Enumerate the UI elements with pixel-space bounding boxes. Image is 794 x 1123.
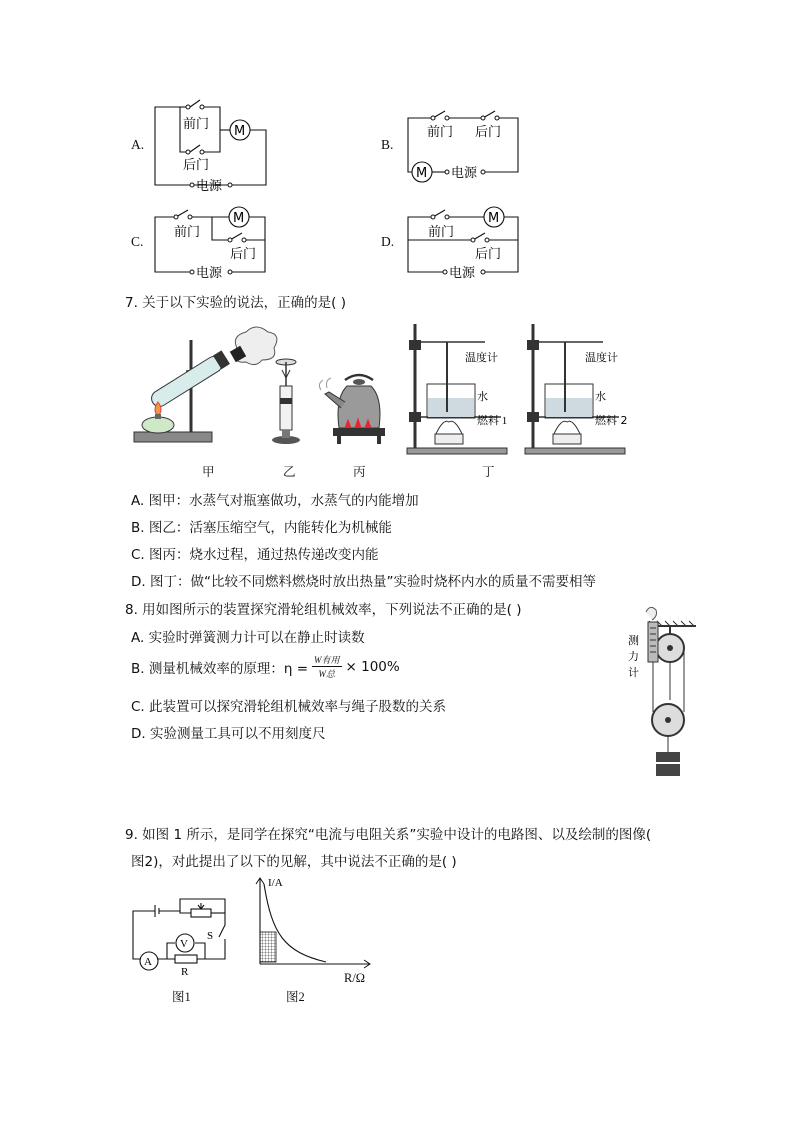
q7-stem: 7. 关于以下实验的说法，正确的是( ) — [125, 295, 346, 311]
q7-option-c: C. 图丙：烧水过程，通过热传递改变内能 — [131, 547, 379, 563]
q7-ding-water-1: 水 — [477, 390, 488, 403]
q6-d-source: 电源 — [449, 266, 476, 281]
q8-option-a: A. 实验时弹簧测力计可以在静止时读数 — [131, 630, 365, 646]
q6-circuit-d — [403, 205, 533, 285]
q7-ding-water-2: 水 — [595, 390, 606, 403]
q6-circuit-a — [150, 95, 280, 195]
q7-ding-thermometer-2: 温度计 — [585, 351, 618, 364]
q9-fig1-voltmeter: V — [180, 938, 188, 950]
q6-a-motor: M — [234, 124, 246, 139]
q6-option-d-letter: D. — [381, 234, 395, 249]
q7-figure-ding — [405, 322, 640, 458]
q6-c-front: 前门 — [174, 225, 201, 240]
q8-option-d: D. 实验测量工具可以不用刻度尺 — [131, 726, 326, 742]
q8-option-b-suffix: × 100% — [345, 658, 400, 675]
q6-a-back: 后门 — [183, 158, 210, 173]
q8-fraction-numerator: W有用 — [314, 655, 340, 665]
q7-option-a: A. 图甲：水蒸气对瓶塞做功，水蒸气的内能增加 — [131, 493, 419, 509]
q8-label-li: 力 — [628, 650, 639, 663]
q6-a-front: 前门 — [183, 117, 210, 132]
q7-option-b: B. 图乙：活塞压缩空气，内能转化为机械能 — [131, 520, 392, 536]
q6-d-motor: M — [488, 211, 500, 226]
q9-fig1-caption: 图1 — [172, 990, 191, 1004]
q7-figure-jia — [128, 330, 268, 448]
q8-efficiency-fraction — [312, 653, 342, 680]
q6-a-source: 电源 — [196, 179, 223, 194]
q6-b-motor: M — [416, 166, 428, 181]
q6-b-front: 前门 — [427, 125, 454, 140]
q7-ding-fuel-1: 燃料 1 — [477, 415, 508, 427]
q9-fig1-switch: S — [207, 930, 214, 942]
q9-stem-line2: 图2)，对此提出了以下的见解，其中说法不正确的是( ) — [131, 854, 457, 870]
q9-fig1-resistor: R — [181, 966, 189, 978]
q8-pulley-figure — [620, 604, 702, 782]
q7-label-yi: 乙 — [283, 464, 296, 479]
q9-fig2-y-axis: I/A — [268, 877, 283, 889]
q6-option-a-letter: A. — [131, 137, 145, 152]
q9-fig2-x-axis: R/Ω — [344, 971, 366, 985]
q9-fig1-ammeter: A — [144, 956, 152, 968]
q6-option-c-letter: C. — [131, 234, 144, 249]
q9-figure1-circuit — [125, 895, 235, 977]
q6-b-back: 后门 — [475, 125, 502, 140]
q8-fraction-denominator: W总 — [318, 669, 336, 679]
q7-figure-bing — [315, 368, 401, 448]
q7-label-ding: 丁 — [482, 464, 495, 479]
q6-c-source: 电源 — [196, 266, 223, 281]
q7-label-jia: 甲 — [202, 464, 215, 479]
q9-figure2-graph — [250, 874, 375, 974]
q8-option-b-prefix: B. 测量机械效率的原理：η = — [131, 660, 309, 677]
q6-b-source: 电源 — [451, 166, 478, 181]
q7-figure-yi — [268, 356, 304, 448]
q8-option-b — [131, 653, 400, 680]
q6-c-back: 后门 — [230, 247, 257, 262]
q6-d-front: 前门 — [428, 225, 455, 240]
q8-label-ce: 测 — [628, 634, 639, 647]
q6-circuit-c — [150, 205, 280, 285]
q6-d-back: 后门 — [475, 247, 502, 262]
q6-option-b-letter: B. — [381, 137, 394, 152]
q7-ding-fuel-2: 燃料 2 — [595, 414, 628, 427]
q6-c-motor: M — [233, 211, 245, 226]
q8-option-c: C. 此装置可以探究滑轮组机械效率与绳子股数的关系 — [131, 699, 447, 715]
q7-ding-thermometer-1: 温度计 — [465, 351, 498, 364]
q8-label-ji: 计 — [628, 666, 639, 679]
q7-label-bing: 丙 — [353, 464, 366, 479]
q7-option-d: D. 图丁：做“比较不同燃料燃烧时放出热量”实验时烧杯内水的质量不需要相等 — [131, 574, 596, 590]
q9-stem-line1: 9. 如图 1 所示，是同学在探究“电流与电阻关系”实验中设计的电路图、以及绘制的图像( — [125, 827, 652, 843]
q6-circuit-b — [403, 108, 533, 188]
q8-stem: 8. 用如图所示的装置探究滑轮组机械效率，下列说法不正确的是( ) — [125, 602, 522, 618]
q9-fig2-caption: 图2 — [286, 990, 305, 1004]
